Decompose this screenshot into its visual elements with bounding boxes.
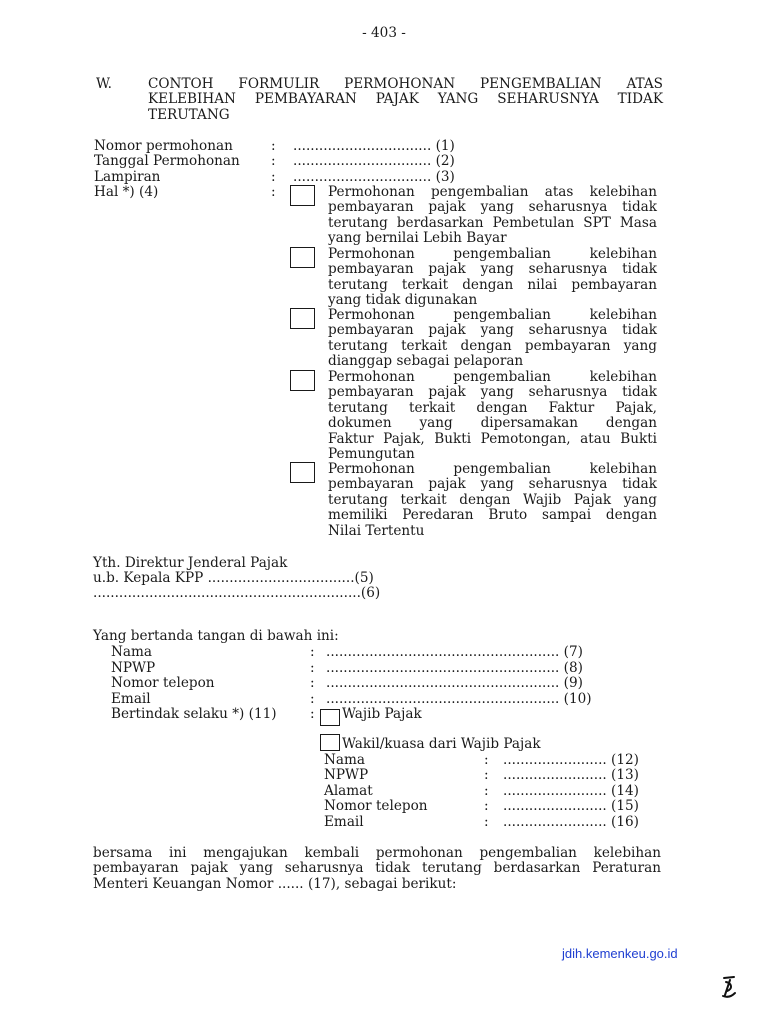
closing-line: bersama ini mengajukan kembali permohonan pengembalian kelebihan bbox=[93, 845, 661, 861]
corner-mark-icon bbox=[718, 974, 740, 1000]
field-label-tanggal-permohonan: Tanggal Permohonan bbox=[94, 153, 240, 169]
option-line: Permohonan pengembalian atas kelebihan bbox=[328, 184, 657, 200]
rep-label-nomor-telepon: Nomor telepon bbox=[324, 798, 428, 814]
field-label-hal: Hal *) (4) bbox=[94, 184, 159, 200]
hal-option-checkbox-4[interactable] bbox=[290, 370, 315, 391]
addressee-line-2: u.b. Kepala KPP ..................................(5) bbox=[93, 570, 374, 586]
rep-value-npwp: ........................ (13) bbox=[503, 767, 639, 783]
signer-label-npwp: NPWP bbox=[111, 660, 156, 676]
option-line: yang bernilai Lebih Bayar bbox=[328, 230, 507, 247]
field-colon: : bbox=[484, 752, 489, 768]
option-line: pembayaran pajak yang seharusnya tidak bbox=[328, 384, 657, 401]
option-line: dokumen yang dipersamakan dengan bbox=[328, 415, 657, 432]
field-colon: : bbox=[484, 814, 489, 830]
option-line: memiliki Peredaran Bruto sampai dengan bbox=[328, 507, 657, 524]
closing-paragraph bbox=[93, 846, 661, 892]
field-colon: : bbox=[484, 798, 489, 814]
option-line: Nilai Tertentu bbox=[328, 522, 425, 539]
field-colon: : bbox=[271, 184, 276, 200]
field-colon: : bbox=[271, 153, 276, 169]
section-title bbox=[148, 77, 663, 108]
hal-option-text-3 bbox=[328, 308, 657, 370]
field-colon: : bbox=[310, 644, 315, 660]
field-colon: : bbox=[310, 660, 315, 676]
rep-label-email: Email bbox=[324, 814, 364, 830]
role-checkbox-wakil-kuasa[interactable] bbox=[320, 734, 340, 751]
addressee-line-1: Yth. Direktur Jenderal Pajak bbox=[93, 555, 288, 571]
hal-option-checkbox-1[interactable] bbox=[290, 185, 315, 206]
addressee-line-3: ..............................................................(6) bbox=[93, 585, 381, 601]
section-title-line: TERUTANG bbox=[148, 107, 230, 123]
field-value-lampiran: ................................ (3) bbox=[293, 169, 455, 185]
hal-option-text-4 bbox=[328, 370, 657, 462]
rep-value-alamat: ........................ (14) bbox=[503, 783, 639, 799]
rep-value-nomor-telepon: ........................ (15) bbox=[503, 798, 639, 814]
hal-option-text-5 bbox=[328, 462, 657, 539]
footer-link[interactable]: jdih.kemenkeu.go.id bbox=[562, 946, 678, 961]
section-letter: W. bbox=[96, 76, 112, 92]
field-value-nomor-permohonan: ................................ (1) bbox=[293, 138, 455, 154]
option-line: Permohonan pengembalian kelebihan bbox=[328, 461, 657, 477]
signer-value-email: ...................................................... (10) bbox=[326, 691, 592, 707]
option-line: Permohonan pengembalian kelebihan bbox=[328, 246, 657, 262]
option-line: terutang terkait dengan Wajib Pajak yang bbox=[328, 491, 657, 508]
signer-value-nomor-telepon: ...................................................... (9) bbox=[326, 675, 583, 691]
hal-option-text-2 bbox=[328, 247, 657, 309]
hal-option-checkbox-5[interactable] bbox=[290, 462, 315, 483]
signer-label-role: Bertindak selaku *) (11) bbox=[111, 706, 277, 722]
field-value-tanggal-permohonan: ................................ (2) bbox=[293, 153, 455, 169]
option-line: pembayaran pajak yang seharusnya tidak bbox=[328, 476, 657, 493]
option-line: yang tidak digunakan bbox=[328, 292, 478, 309]
role-label-wakil-kuasa: Wakil/kuasa dari Wajib Pajak bbox=[342, 736, 541, 752]
signer-label-nama: Nama bbox=[111, 644, 152, 660]
option-line: Pemungutan bbox=[328, 446, 415, 463]
hal-option-text-1 bbox=[328, 185, 657, 247]
field-colon: : bbox=[271, 169, 276, 185]
field-colon: : bbox=[271, 138, 276, 154]
role-label-wajib-pajak: Wajib Pajak bbox=[342, 706, 422, 722]
rep-label-nama: Nama bbox=[324, 752, 365, 768]
option-line: Faktur Pajak, Bukti Pemotongan, atau Bukti bbox=[328, 430, 657, 447]
field-colon: : bbox=[484, 783, 489, 799]
hal-option-checkbox-2[interactable] bbox=[290, 247, 315, 268]
field-label-lampiran: Lampiran bbox=[94, 169, 161, 185]
signer-value-npwp: ...................................................... (8) bbox=[326, 660, 583, 676]
signer-label-email: Email bbox=[111, 691, 151, 707]
option-line: terutang terkait dengan Faktur Pajak, bbox=[328, 399, 657, 416]
field-label-nomor-permohonan: Nomor permohonan bbox=[94, 138, 233, 154]
option-line: pembayaran pajak yang seharusnya tidak bbox=[328, 199, 657, 216]
rep-label-npwp: NPWP bbox=[324, 767, 369, 783]
hal-option-checkbox-3[interactable] bbox=[290, 308, 315, 329]
option-line: Permohonan pengembalian kelebihan bbox=[328, 307, 657, 323]
page-number: - 403 - bbox=[362, 25, 406, 41]
option-line: terutang berdasarkan Pembetulan SPT Masa bbox=[328, 214, 657, 231]
signer-intro: Yang bertanda tangan di bawah ini: bbox=[93, 628, 339, 644]
role-checkbox-wajib-pajak[interactable] bbox=[320, 709, 340, 726]
field-colon: : bbox=[484, 767, 489, 783]
field-colon: : bbox=[310, 706, 315, 722]
signer-label-nomor-telepon: Nomor telepon bbox=[111, 675, 215, 691]
rep-value-nama: ........................ (12) bbox=[503, 752, 639, 768]
closing-line: pembayaran pajak yang seharusnya tidak terutang berdasarkan Peraturan bbox=[93, 860, 661, 877]
field-colon: : bbox=[310, 691, 315, 707]
option-line: Permohonan pengembalian kelebihan bbox=[328, 369, 657, 385]
option-line: dianggap sebagai pelaporan bbox=[328, 353, 524, 370]
option-line: terutang terkait dengan nilai pembayaran bbox=[328, 276, 657, 293]
field-colon: : bbox=[310, 675, 315, 691]
rep-label-alamat: Alamat bbox=[324, 783, 373, 799]
rep-value-email: ........................ (16) bbox=[503, 814, 639, 830]
option-line: pembayaran pajak yang seharusnya tidak bbox=[328, 322, 657, 339]
option-line: terutang terkait dengan pembayaran yang bbox=[328, 337, 657, 354]
closing-line: Menteri Keuangan Nomor ...... (17), sebagai berikut: bbox=[93, 875, 457, 892]
signer-value-nama: ...................................................... (7) bbox=[326, 644, 583, 660]
section-title-line: CONTOH FORMULIR PERMOHONAN PENGEMBALIAN ATAS bbox=[148, 76, 663, 92]
option-line: pembayaran pajak yang seharusnya tidak bbox=[328, 261, 657, 278]
section-title-line: KELEBIHAN PEMBAYARAN PAJAK YANG SEHARUSNYA TIDAK bbox=[148, 91, 663, 108]
